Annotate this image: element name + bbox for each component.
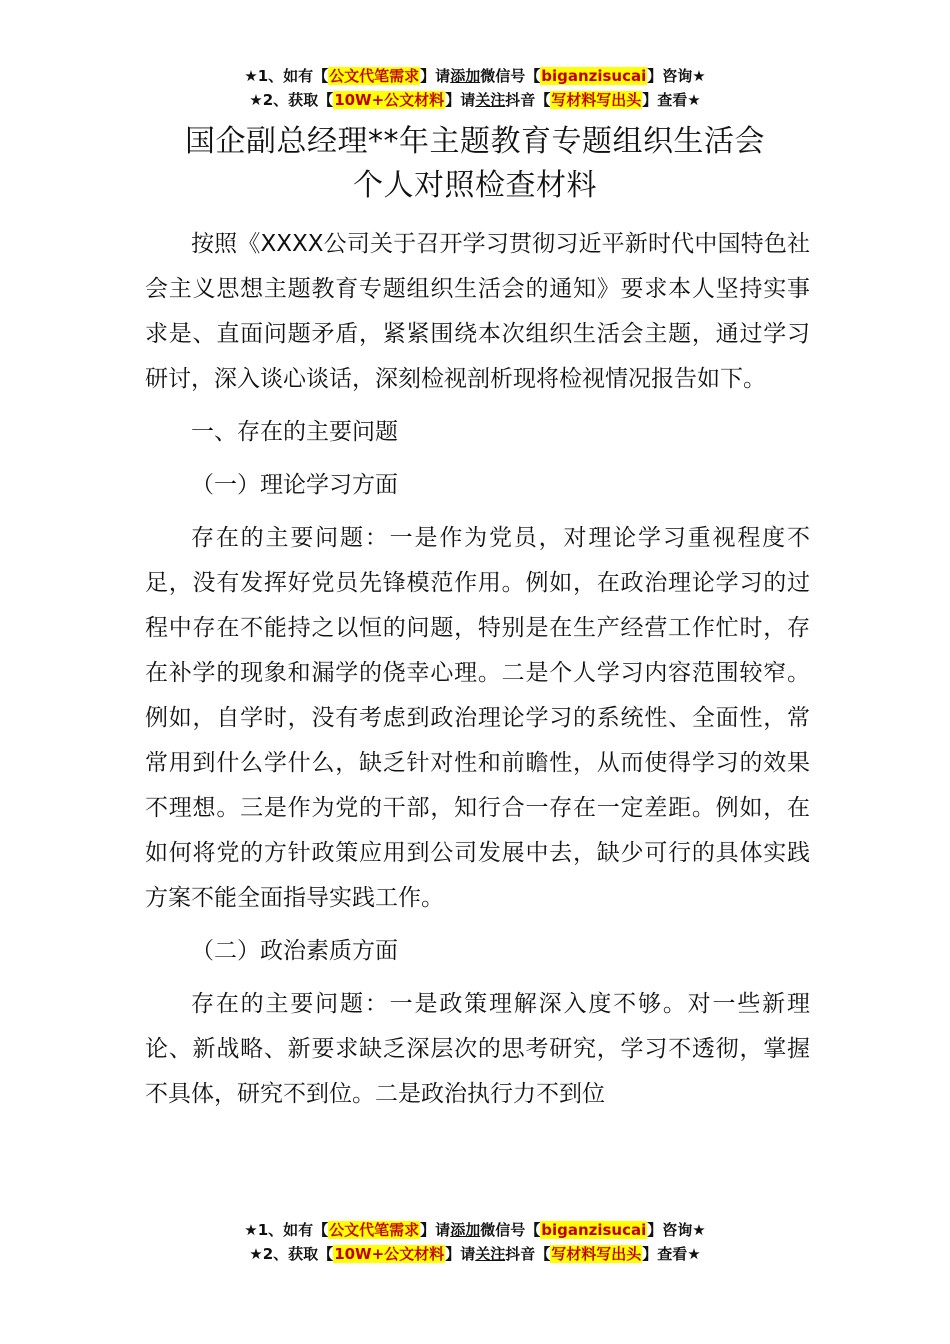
subsection-heading-1: （一）理论学习方面 <box>191 472 398 498</box>
promo-banner-top <box>0 64 950 112</box>
highlight-materials: 10W+公文材料 <box>334 1245 445 1263</box>
highlight-douyin: 写材料写出头 <box>551 1245 642 1263</box>
promo-line-2: ★2、获取【10W+公文材料】请关注抖音【写材料写出头】查看★ <box>249 91 701 109</box>
highlight-service: 公文代笔需求 <box>329 1221 420 1239</box>
promo-line-2: ★2、获取【10W+公文材料】请关注抖音【写材料写出头】查看★ <box>249 1245 701 1263</box>
promo-line-1: ★1、如有【公文代笔需求】请添加微信号【biganzisucai】咨询★ <box>244 1221 706 1239</box>
section-heading-1: 一、存在的主要问题 <box>191 419 398 445</box>
document-title <box>0 120 950 208</box>
highlight-douyin: 写材料写出头 <box>551 91 642 109</box>
title-line-1: 国企副总经理**年主题教育专题组织生活会 <box>185 124 765 159</box>
promo-line-1: ★1、如有【公文代笔需求】请添加微信号【biganzisucai】咨询★ <box>244 67 706 85</box>
document-body <box>145 222 810 1117</box>
highlight-service: 公文代笔需求 <box>329 67 420 85</box>
highlight-wechat-id: biganzisucai <box>541 1221 647 1239</box>
title-line-2: 个人对照检查材料 <box>353 168 597 203</box>
promo-banner-bottom <box>0 1218 950 1266</box>
highlight-materials: 10W+公文材料 <box>334 91 445 109</box>
intro-paragraph: 按照《XXXX公司关于召开学习贯彻习近平新时代中国特色社会主义思想主题教育专题组织生活会的通知》要求本人坚持实事求是、直面问题矛盾，紧紧围绕本次组织生活会主题，通过学习研讨，深入谈心谈话，深刻检视剖析现将检视情况报告如下。 <box>145 231 810 392</box>
subsection-heading-2: （二）政治素质方面 <box>191 938 398 964</box>
paragraph-political-quality: 存在的主要问题：一是政策理解深入度不够。对一些新理论、新战略、新要求缺乏深层次的思考研究，学习不透彻，掌握不具体，研究不到位。二是政治执行力不到位 <box>145 991 810 1107</box>
paragraph-theory-study: 存在的主要问题：一是作为党员，对理论学习重视程度不足，没有发挥好党员先锋模范作用。例如，在政治理论学习的过程中存在不能持之以恒的问题，特别是在生产经营工作忙时，存在补学的现象和漏学的侥幸心理。二是个人学习内容范围较窄。例如，自学时，没有考虑到政治理论学习的系统性、全面性，常常用到什么学什么，缺乏针对性和前瞻性，从而使得学习的效果不理想。三是作为党的干部，知行合一存在一定差距。例如，在如何将党的方针政策应用到公司发展中去，缺少可行的具体实践方案不能全面指导实践工作。 <box>145 525 810 911</box>
highlight-wechat-id: biganzisucai <box>541 67 647 85</box>
